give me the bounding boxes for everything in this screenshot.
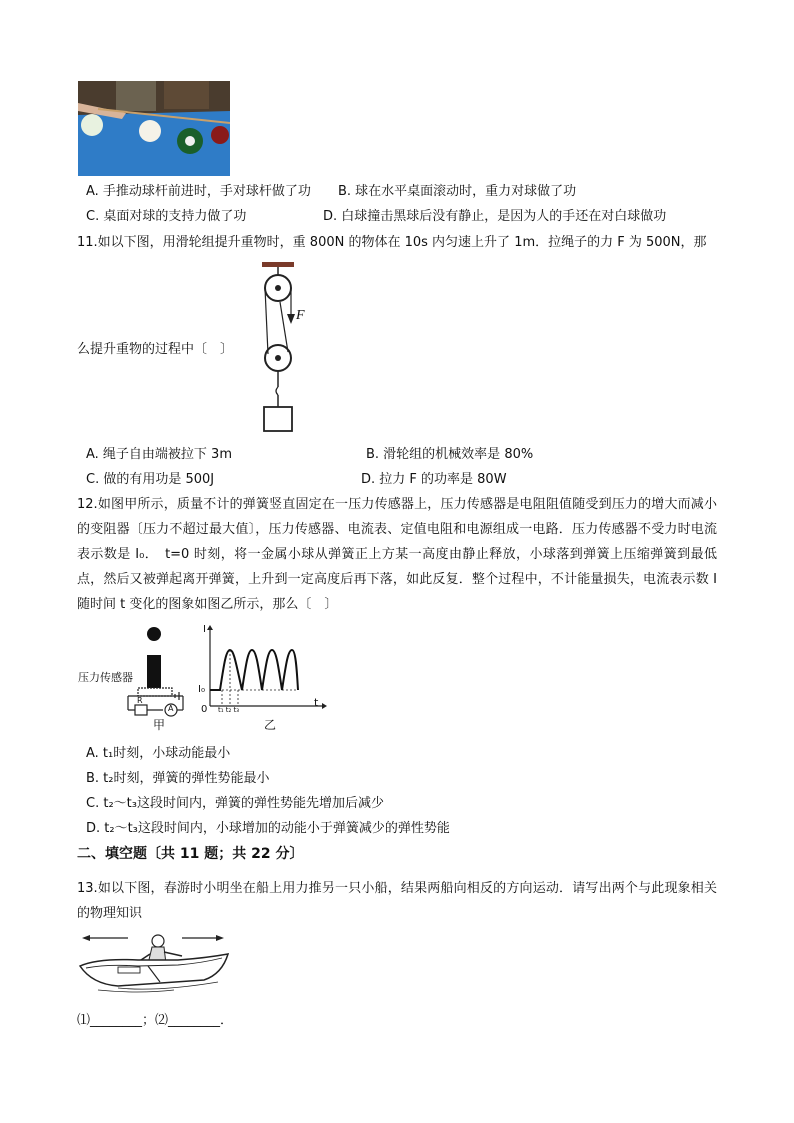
q11-stem-line2: 么提升重物的过程中〔 〕: [77, 342, 234, 357]
x-axis-label: t: [314, 696, 319, 709]
figure-yi: [198, 624, 328, 734]
q12-option-a: A. t₁时刻，小球动能最小: [86, 746, 231, 761]
q11-option-d: D. 拉力 F 的功率是 80W: [361, 472, 507, 487]
origin-label: 0: [201, 704, 208, 715]
q10-option-b: B. 球在水平桌面滚动时，重力对球做了功: [338, 184, 577, 199]
i0-label: I₀: [198, 684, 205, 695]
q13-answer-line: ⑴________；⑵________．: [77, 1013, 234, 1028]
time-marks-label: t₁ t₂ t₃: [218, 706, 240, 714]
q11-stem-line1: 11.如以下图，用滑轮组提升重物时，重 800N 的物体在 10s 内匀速上升了 1m．拉绳子的力 F 为 500N，那: [77, 235, 707, 250]
q12-option-c: C. t₂～t₃这段时间内，弹簧的弹性势能先增加后减少: [86, 796, 384, 811]
boat-illustration: [78, 930, 230, 1000]
q12-stem: 12.如图甲所示，质量不计的弹簧竖直固定在一压力传感器上，压力传感器是电阻阻值随受到压力的增大而减小的变阻器〔压力不超过最大值〕，压力传感器、电流表、定值电阻和电源组成一电路．压力传感器不受力时电流表示数是 I₀． t=0 时刻，将一金属小球从弹簧正上方某一高度由静止释放，小球落到弹簧上压缩弹簧到最低点，然后又被弹起离开弹簧，上升到一定高度后再下落，如此反复．整个过程中，不计能量损失，电流表示数 I 随时间 t 变化的图象如图乙所示，那么〔 〕: [77, 497, 717, 612]
q12-option-d: D. t₂～t₃这段时间内，小球增加的动能小于弹簧减少的弹性势能: [86, 821, 450, 836]
figure-jia-caption: 甲: [153, 718, 166, 732]
q13-stem: 13.如以下图，春游时小明坐在船上用力推另一只小船，结果两船向相反的方向运动．请写出两个与此现象相关的物理知识: [77, 881, 717, 921]
section-title-fill-in: 二、填空题〔共 11 题；共 22 分〕: [77, 846, 304, 862]
pulley-diagram: [258, 262, 318, 438]
billiards-photo: [78, 81, 230, 176]
q10-option-c: C. 桌面对球的支持力做了功: [86, 209, 247, 224]
force-label: F: [296, 308, 305, 323]
figure-yi-caption: 乙: [264, 718, 277, 732]
y-axis-label: I: [203, 624, 206, 635]
q10-option-d: D. 白球撞击黑球后没有静止，是因为人的手还在对白球做功: [323, 209, 667, 224]
figure-jia: [75, 624, 203, 734]
resistor-label: R: [137, 696, 143, 705]
q11-option-b: B. 滑轮组的机械效率是 80%: [366, 447, 534, 462]
q12-option-b: B. t₂时刻，弹簧的弹性势能最小: [86, 771, 270, 786]
ammeter-label: A: [168, 704, 174, 713]
q11-option-a: A. 绳子自由端被拉下 3m: [86, 447, 232, 462]
sensor-label: 压力传感器: [78, 671, 133, 684]
q10-option-a: A. 手推动球杆前进时，手对球杆做了功: [86, 184, 311, 199]
q11-option-c: C. 做的有用功是 500J: [86, 472, 215, 487]
